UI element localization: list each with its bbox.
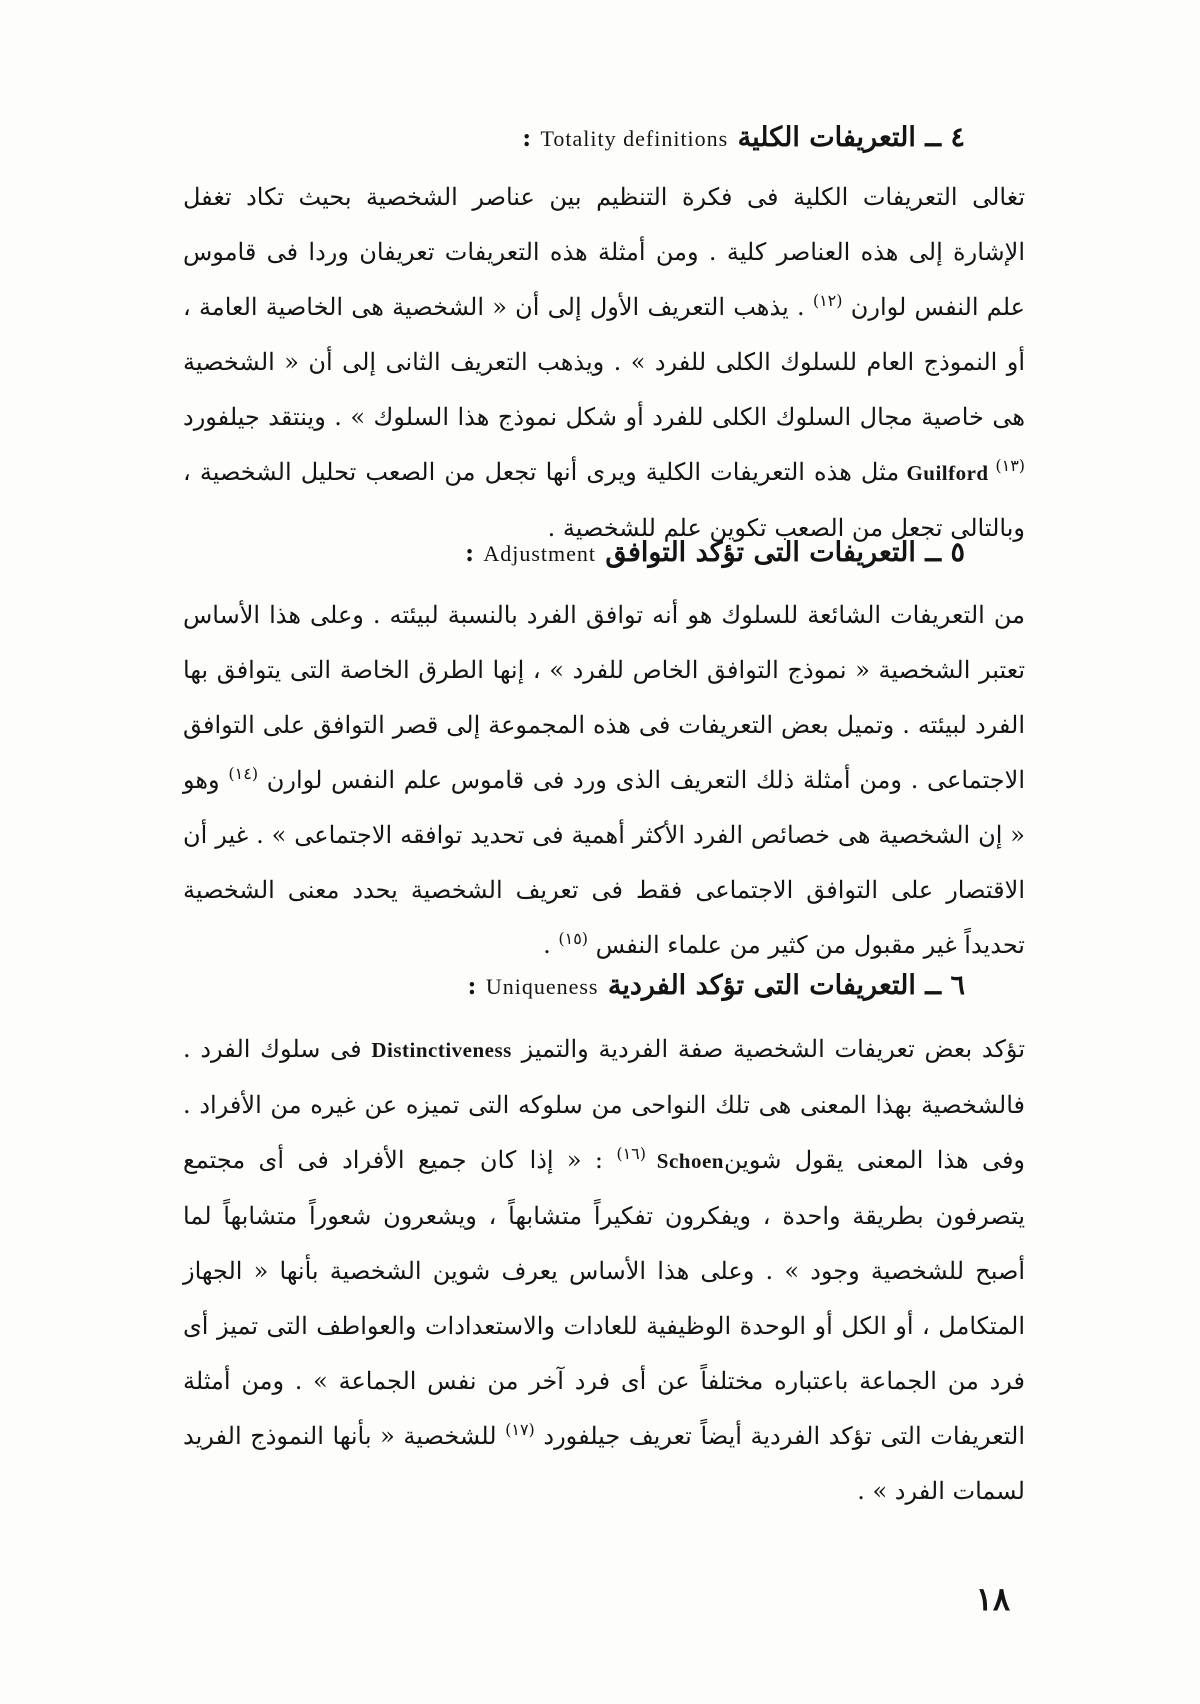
paragraph-text: فى سلوك الفرد . فالشخصية بهذا المعنى هى تلك النواحى من سلوكه التى تميزه عن غيره من الأفراد . وفى هذا المعنى يقول شوين [183, 1035, 1026, 1174]
latin-term: Distinctiveness [371, 1038, 512, 1062]
page-number: ١٨ [975, 1580, 1010, 1618]
paragraph-totality [183, 170, 1025, 556]
paragraph-text: . يذهب التعريف الأول إلى أن « الشخصية هى الخاصية العامة ، أو النموذج العام للسلوك الكلى للفرد » . ويذهب التعريف الثانى إلى أن « الشخصية هى خاصية مجال السلوك الكلى للفرد أو شكل نموذج هذا السلوك » . وينتقد جيلفورد [183, 293, 1025, 431]
paragraph-text: تؤكد بعض تعريفات الشخصية صفة الفردية والتميز [511, 1035, 1025, 1063]
heading-colon: : [467, 971, 477, 1000]
paragraph-text: للشخصية « بأنها النموذج الفريد لسمات الفرد » . [183, 1422, 1025, 1505]
heading-latin: Adjustment [483, 541, 597, 566]
heading-latin: Uniqueness [485, 974, 599, 999]
heading-arabic: ٦ ــ التعريفات التى تؤكد الفردية [607, 970, 965, 1001]
paragraph-text: : « إذا كان جميع الأفراد فى أى مجتمع يتصرفون بطريقة واحدة ، ويفكرون تفكيراً متشابهاً ، ويشعرون شعوراً متشابهاً لما أصبح للشخصية وجود » . وعلى هذا الأساس يعرف شوين الشخصية بأنها « الجهاز المتكامل ، أو الكل أو الوحدة الوظيفية للعادات والاستعدادات والعواطف التى تميز أى فرد من الجماعة باعتباره مختلفاً عن أى فرد آخر من نفس الجماعة » . ومن أمثلة التعريفات التى تؤكد الفردية أيضاً تعريف جيلفورد [183, 1146, 1025, 1450]
section-heading-totality [145, 118, 965, 159]
latin-term: Guilford [899, 461, 996, 485]
footnote-reference: (١٧) [505, 1420, 535, 1439]
heading-arabic: ٥ ــ التعريفات التى تؤكد التوافق [605, 537, 965, 568]
footnote-reference: (١٤) [228, 764, 259, 783]
heading-arabic: ٤ ــ التعريفات الكلية [737, 122, 965, 153]
paragraph-uniqueness [183, 1022, 1025, 1519]
heading-latin: Totality definitions [540, 126, 729, 151]
heading-colon: : [465, 538, 474, 567]
paragraph-text: من التعريفات الشائعة للسلوك هو أنه توافق الفرد بالنسبة لبيئته . وعلى هذا الأساس تعتبر الشخصية « نموذج التوافق الخاص للفرد » ، إنها الطرق الخاصة التى يتوافق بها الفرد لبيئته . وتميل بعض التعريفات فى هذه المجموعة إلى قصر التوافق على التوافق الاجتماعى . ومن أمثلة ذلك التعريف الذى ورد فى قاموس علم النفس لوارن [183, 601, 1025, 794]
paragraph-text: وهو « إن الشخصية هى خصائص الفرد الأكثر أهمية فى تحديد توافقه الاجتماعى » . غير أن الاقتصار على التوافق الاجتماعى فقط فى تعريف الشخصية يحدد معنى الشخصية تحديداً غير مقبول من كثير من علماء النفس [183, 766, 1025, 959]
latin-term: Schoen [656, 1149, 724, 1173]
footnote-reference: (١٥) [558, 929, 589, 948]
heading-colon: : [522, 123, 532, 152]
footnote-reference: (١٣) [995, 456, 1026, 475]
paragraph-adjustment [183, 588, 1025, 973]
footnote-reference: (١٢) [812, 291, 843, 310]
paragraph-text: مثل هذه التعريفات الكلية ويرى أنها تجعل من الصعب تحليل الشخصية ، وبالتالى تجعل من الصعب تكوين علم للشخصية . [183, 458, 1025, 542]
footnote-reference: (١٦) [616, 1144, 657, 1163]
paragraph-text: تغالى التعريفات الكلية فى فكرة التنظيم بين عناصر الشخصية بحيث تكاد تغفل الإشارة إلى هذه العناصر كلية . ومن أمثلة هذه التعريفات تعريفان وردا فى قاموس علم النفس لوارن [183, 183, 1025, 321]
section-heading-adjustment [145, 533, 965, 574]
section-heading-uniqueness [145, 966, 965, 1007]
paragraph-text: . [543, 931, 559, 959]
